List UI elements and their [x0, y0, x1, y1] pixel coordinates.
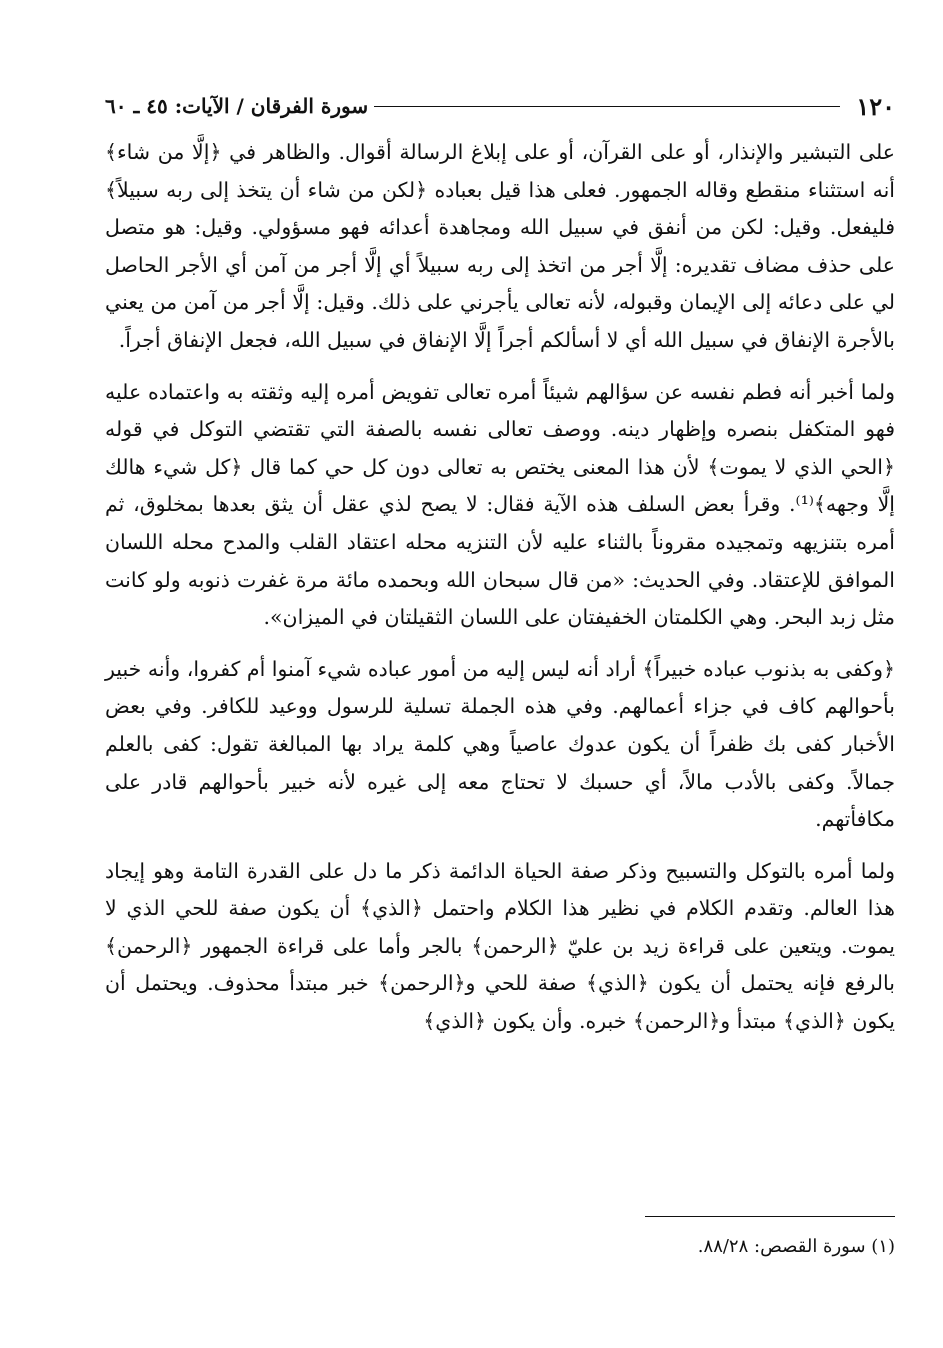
paragraph-2: ولما أخبر أنه فطم نفسه عن سؤالهم شيئاً أمره تعالى تفويض أمره إليه وثقته به واعتماده عليه فهو المتكفل بنصره وإظهار دينه. ووصف تعالى نفسه بالصفة التي تقتضي التوكل في قوله ﴿الحي الذي لا يموت﴾ لأن هذا المعنى يختص به تعالى دون كل حي كما قال ﴿كل شيء هالك إلَّا وجهه﴾⁽¹⁾. وقرأ بعض السلف هذه الآية فقال: لا يصح لذي عقل أن يثق بعدها بمخلوق، ثم أمره بتنزيهه وتمجيده مقروناً بالثناء عليه لأن التنزيه محله اعتقاد القلب والمدح محله اللسان الموافق للإعتقاد. وفي الحديث: «من قال سبحان الله وبحمده مائة مرة غفرت ذنوبه ولو كانت مثل زبد البحر. وهي الكلمتان الخفيفتان على اللسان الثقيلتان في الميزان». — [105, 379, 895, 630]
page-number: ١٢٠ — [856, 91, 895, 121]
paragraph-1: على التبشير والإنذار، أو على القرآن، أو على إبلاغ الرسالة أقوال. والظاهر في ﴿إلَّا من شاء﴾ أنه استثناء منقطع وقاله الجمهور. فعلى هذا قيل بعباده ﴿لكن من شاء أن يتخذ إلى ربه سبيلاً﴾ فليفعل. وقيل: لكن من أنفق في سبيل الله ومجاهدة أعدائه فهو مسؤولي. وقيل: هو متصل على حذف مضاف تقديره: إلَّا أجر من اتخذ إلى ربه سبيلاً أي إلَّا أجر من آمن أي الأجر الحاصل لي على دعائه إلى الإيمان وقبوله، لأنه تعالى يأجرني على ذلك. وقيل: إلَّا أجر من آمن من يعني بالأجرة الإنفاق في سبيل الله أي لا أسألكم أجراً إلَّا الإنفاق في سبيل الله، فجعل الإنفاق أجراً. — [105, 140, 895, 352]
paragraph-4: ولما أمره بالتوكل والتسبيح وذكر صفة الحياة الدائمة ذكر ما دل على القدرة التامة وهو إيجاد هذا العالم. وتقدم الكلام في نظير هذا الكلام واحتمل ﴿الذي﴾ أن يكون صفة للحي الذي لا يموت. ويتعين على قراءة زيد بن عليّ ﴿الرحمن﴾ بالجر وأما على قراءة الجمهور ﴿الرحمن﴾ بالرفع فإنه يحتمل أن يكون ﴿الذي﴾ صفة للحي و﴿الرحمن﴾ خبر مبتدأ محذوف. ويحتمل أن يكون ﴿الذي﴾ مبتدأ و﴿الرحمن﴾ خبره. وأن يكون ﴿الذي﴾ — [105, 858, 895, 1034]
footnote-rule — [645, 1216, 895, 1217]
page-body — [105, 134, 895, 1041]
paragraph-3: ﴿وكفى به بذنوب عباده خبيراً﴾ أراد أنه ليس إليه من أمور عباده شيء آمنوا أم كفروا، وأنه خبير بأحوالهم كاف في جزاء أعمالهم. وفي هذه الجملة تسلية للرسول ووعيد للكافر. وفي بعض الأخبار كفى بك ظفراً أن يكون عدوك عاصياً وهي كلمة يراد بها المبالغة تقول: كفى بالعلم جمالاً. وكفى بالأدب مالاً، أي حسبك لا تحتاج معه إلى غيره لأنه خبير بأحوالهم قادر على مكافأتهم. — [105, 656, 895, 832]
running-title: سورة الفرقان / الآيات: ٤٥ ـ ٦٠ — [105, 94, 369, 118]
page — [105, 88, 895, 1318]
running-header — [105, 88, 895, 124]
header-rule — [374, 106, 840, 107]
footnote: (١) سورة القصص: ٨٨/٢٨. — [697, 1236, 895, 1257]
